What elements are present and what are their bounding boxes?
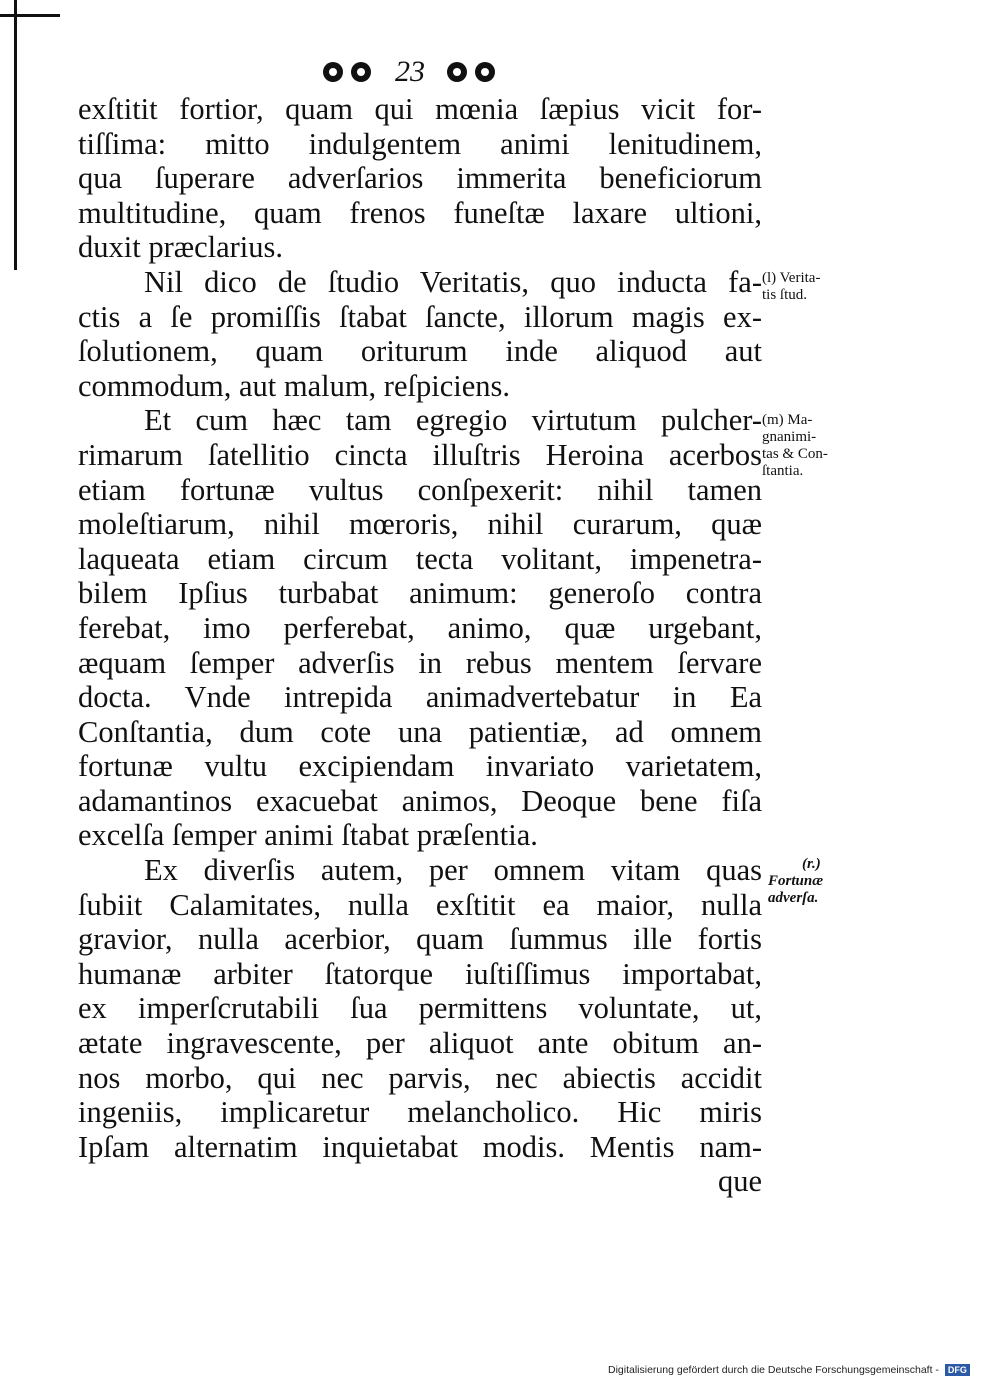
text-line: humanæ arbiter ſtatorque iuſtiſſimus importabat, [78,956,762,991]
text-line: ſolutionem, quam oriturum inde aliquod aut [78,334,762,369]
page-edge-rule [0,0,17,270]
text-line: Et cum hæc tam egregio virtutum pulcher- [144,403,762,438]
marginal-note-line: (l) Verita- [762,270,821,286]
text-line: laqueata etiam circum tecta volitant, impenetra- [78,541,762,576]
text-line: docta. Vnde intrepida animadvertebatur in Ea [78,680,762,715]
text-line: exſtitit fortior, quam qui mœnia ſæpius vicit for- [78,92,762,126]
text-line: Nil dico de ſtudio Veritatis, quo inducta fa- [144,264,762,299]
text-line: adamantinos exacuebat animos, Deoque bene fiſa [78,783,762,818]
marginal-note-l [762,270,882,304]
text-line: ætate ingravescente, per aliquot ante obitum an- [78,1026,762,1061]
marginal-note-line: adverſa. [768,890,819,906]
dfg-logo-icon: DFG [945,1364,970,1376]
digitization-footer [608,1364,970,1376]
marginal-note-line: tas & Con- [762,446,828,462]
marginal-note-line: ſtantia. [762,463,804,479]
page-number: 23 [395,55,425,88]
text-line: Ipſam alternatim inquietabat modis. Mentis nam- [78,1129,762,1164]
footer-text: Digitalisierung gefördert durch die Deutsche Forschungsgemeinschaft - [608,1364,939,1376]
text-line: tiſſima: mitto indulgentem animi lenitudinem, [78,126,762,161]
marginal-note-line: (r.) [802,856,821,872]
text-line: gravior, nulla acerbior, quam ſummus ille fortis [78,922,762,957]
text-line: nos morbo, qui nec parvis, nec abiectis accidit [78,1060,762,1095]
text-line: æquam ſemper adverſis in rebus mentem ſervare [78,645,762,680]
marginal-note-line: tis ſtud. [762,287,808,303]
text-line: bilem Ipſius turbabat animum: generoſo contra [78,576,762,611]
text-line: qua ſuperare adverſarios immerita beneficiorum [78,161,762,196]
text-line: moleſtiarum, nihil mœroris, nihil curarum, quæ [78,507,762,542]
text-line: multitudine, quam frenos funeſtæ laxare ultioni, [78,195,762,230]
text-line: excelſa ſemper animi ſtabat præſentia. [78,818,538,853]
fleuron-ornament-icon [443,59,501,85]
marginal-note-line: (m) Ma- [762,412,813,428]
text-line: ctis a ſe promiſſis ſtabat ſancte, illorum magis ex- [78,299,762,334]
page-header [300,52,520,92]
text-line: duxit præclarius. [78,230,283,265]
text-line: Ex diverſis autem, per omnem vitam quas [144,853,762,888]
fleuron-ornament-icon [319,59,377,85]
catchword: que [717,1164,762,1199]
page-edge-rule-top [0,14,60,17]
marginal-note-line: gnanimi- [762,429,817,445]
text-line: rimarum ſatellitio cincta illuſtris Heroina acerbos [78,437,762,472]
marginal-note-r [768,856,888,907]
text-line: Conſtantia, dum cote una patientiæ, ad omnem [78,714,762,749]
text-line: ex imperſcrutabili ſua permittens voluntate, ut, [78,991,762,1026]
text-line: ingeniis, implicaretur melancholico. Hic miris [78,1095,762,1130]
text-line: fortunæ vultu excipiendam invariato varietatem, [78,749,762,784]
text-line: ſubiit Calamitates, nulla exſtitit ea maior, nulla [78,887,762,922]
marginal-note-m [762,412,882,480]
body-text [78,92,762,1199]
text-line: etiam fortunæ vultus conſpexerit: nihil tamen [78,472,762,507]
text-line: commodum, aut malum, reſpiciens. [78,368,510,403]
marginal-note-line: Fortunæ [768,873,824,889]
text-line: ferebat, imo perferebat, animo, quæ urgebant, [78,610,762,645]
